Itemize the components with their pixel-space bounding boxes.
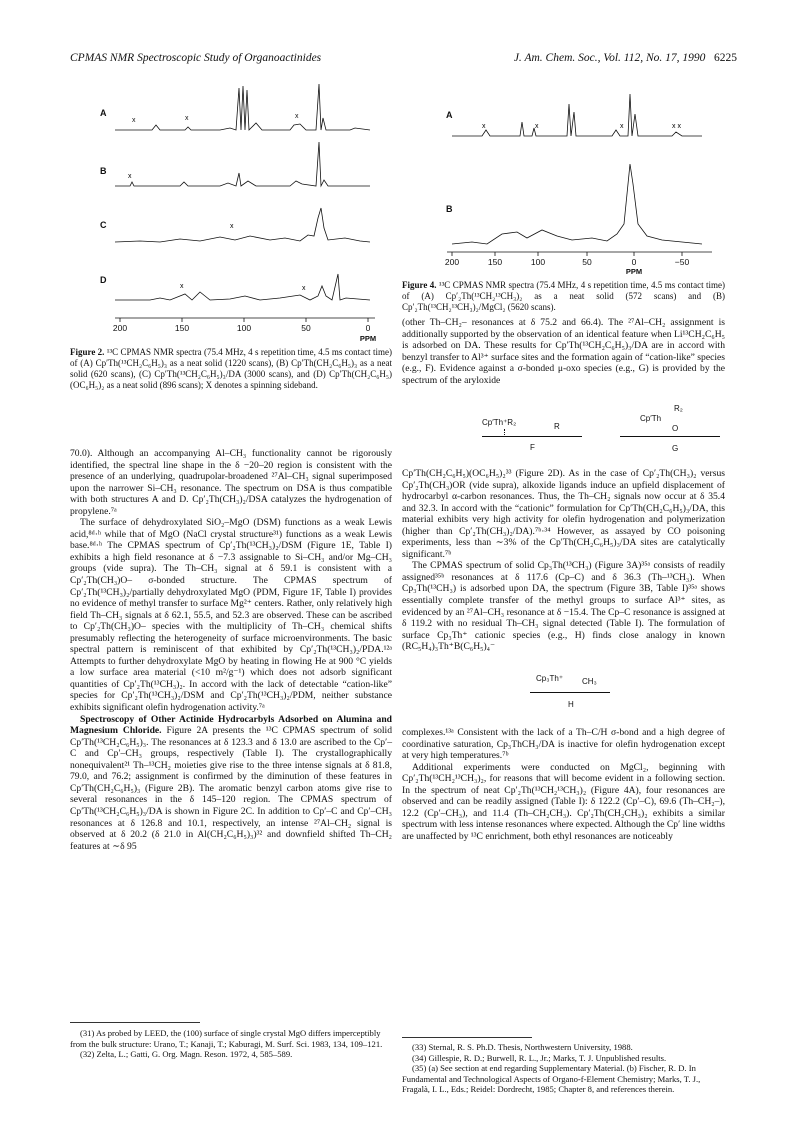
fig4-sideband-marker: x x <box>672 123 681 130</box>
section-heading: Spectroscopy of Other Actinide Hydrocarbyls Adsorbed on Alumina and Magnesium Chloride. <box>70 713 392 737</box>
left-column <box>70 448 392 852</box>
figure-2-caption <box>70 347 392 391</box>
fig4-sideband-marker: x <box>482 123 486 130</box>
footnote-rule-right <box>402 1037 532 1038</box>
fig2-sideband-marker: x <box>128 173 132 180</box>
right-column-bottom <box>402 727 725 842</box>
structure-g-label: G <box>672 444 679 453</box>
footnotes-left <box>70 1028 392 1060</box>
figure-4-caption-text: ¹³C CPMAS NMR spectra (75.4 MHz, 4 s repetition time, 4.5 ms contact time) of (A) Cp′₂Th(¹³CH₂¹³CH₃)₂ as a neat solid (572 scans) and (B) Cp′₂Th(¹³CH₂¹³CH₃)₂/MgCl₂ (5620 scans). <box>402 280 725 312</box>
figure-4-caption <box>402 280 725 313</box>
fig2-sideband-marker: x <box>185 115 189 122</box>
figure-2-caption-text: ¹³C CPMAS NMR spectra (75.4 MHz, 4 s repetition time, 4.5 ms contact time) of (A) Cp′Th(¹³CH₂C₆H₅)₃ as a neat solid (1220 scans), (B) Cp′Th(CH₂C₆H₅)₃ as a neat solid (620 scans), (C) Cp′Th(¹³CH₂C₆H₅)₃/DA (3000 scans), and (D) Cp′Th(CH₂C₆H₅)(OC₆H₅)₂ as a neat solid (896 scans); X denotes a spinning sideband. <box>70 347 392 390</box>
body-paragraph: The CPMAS spectrum of solid Cp₃Th(¹³CH₃) (Figure 3A)³⁵ᵃ consists of readily assigned³⁵ᵇ resonances at δ 117.6 (Cp–C) and δ 36.3 (Th–¹³CH₃). When Cp₃Th(¹³CH₃) is adsorbed upon DA, the spectrum (Figure 3B, Table I)³⁵ᵃ shows essentially complete transfer of the methyl groups to surface Al³⁺ sites, as evidenced by an ²⁷Al–CH₃ resonance at δ −15.4. The Cp–C resonance is assigned at δ 119.2 with no residual Th–CH₃ signal detected (Table I). The formulation of surface Cp₃Th⁺ cationic species (e.g., H) finds close analogy in known (RC₅H₄)₃Th⁺B(C₆H₅)₄⁻ <box>402 560 725 653</box>
structure-h-cation: Cp₃Th⁺ <box>536 674 564 683</box>
body-paragraph: 70.0). Although an accompanying Al–CH₃ functionality cannot be rigorously identified, the spectral line shape in the δ −20–20 region is consistent with the presence of an underlying, quadrupolar-broadened ²⁷Al–CH₃ signal superimposed upon the narrower Si–CH₃ resonance. The spectrum on DSA is thus compatible with both structures A and D. Cp′₂Th(CH₃)₂/DSA catalyzes the hydrogenation of propylene.⁷ᵃ <box>70 448 392 517</box>
footnote: (33) Sternal, R. S. Ph.D. Thesis, Northwestern University, 1988. <box>412 1042 633 1052</box>
fig4-sideband-marker: x <box>535 123 539 130</box>
fig2-label-a: A <box>100 108 107 118</box>
fig4-trace-b <box>452 164 702 244</box>
structure-f-r: R <box>554 422 560 431</box>
fig4-tick-label: 200 <box>444 257 460 267</box>
fig4-label-a: A <box>446 110 453 120</box>
right-column-mid <box>402 468 725 653</box>
fig4-tick-label: 100 <box>530 257 546 267</box>
fig2-label-d: D <box>100 275 107 285</box>
running-header-journal <box>514 52 737 64</box>
fig2-axis-unit: PPM <box>359 334 377 343</box>
footnote: (35) (a) See section at end regarding Supplementary Material. (b) Fischer, R. D. In Fundamental and Technological Aspects of Organo-f-Element Chemistry; Marks, T. J., Fragalà, I. L., Eds.; Reidel: Dordrecht, 1985; Chapter 8, and references therein. <box>402 1063 701 1094</box>
footnotes-right <box>402 1042 725 1095</box>
page-number: 6225 <box>714 52 737 64</box>
structure-g <box>610 404 720 462</box>
fig2-tick-label: 150 <box>174 323 190 333</box>
footnote-rule-left <box>70 1022 200 1023</box>
fig2-tick-label: 100 <box>236 323 252 333</box>
structure-g-th: Cp′Th <box>640 414 662 423</box>
fig2-axis-ticks <box>120 318 368 322</box>
fig4-tick-label: 150 <box>487 257 503 267</box>
fig2-label-c: C <box>100 220 107 230</box>
footnote: (31) As probed by LEED, the (100) surface of single crystal MgO differs imperceptibly from the bulk structure: Urano, T.; Kanaji, T.; Kaburagi, M. Surf. Sci. 1983, 134, 109–121. <box>70 1028 383 1049</box>
figure-2-caption-label: Figure 2. <box>70 347 105 357</box>
structure-f <box>482 414 592 462</box>
footnote: (34) Gillespie, R. D.; Burwell, R. L., Jr.; Marks, T. J. Unpublished results. <box>412 1052 667 1063</box>
fig2-tick-label: 50 <box>301 323 311 333</box>
fig4-tick-label: 50 <box>582 257 592 267</box>
structure-h-label: H <box>568 700 574 709</box>
fig2-label-b: B <box>100 166 107 176</box>
fig4-tick-label: 0 <box>631 257 637 267</box>
fig2-trace-d <box>115 274 370 300</box>
section-heading-tail: Figure 2A presents the ¹³C CPMAS spectrum of solid Cp′Th(¹³CH₂C₆H₅)₃. The resonances at δ 123.3 and δ 13.0 are ascribed to the Cp′–C and Cp′–CH₃ groups, respectively (Table I). The crystallographically nonequivalent²¹ Th–¹³CH₂ moieties give rise to the three intense signals at δ 81.8, 79.0, and 76.2; assignment is confirmed by the diminution of these features in Cp′Th(CH₂C₆H₅)₃ (Figure 2B). The aromatic benzyl carbon atoms give rise to several resonances in the δ 145–120 region. The CPMAS spectrum of Cp′Th(¹³CH₂C₆H₅)₃/DA is shown in Figure 2C. In addition to Cp′–C and Cp′–CH₃ resonances at δ 126.8 and 10.1, respectively, an intense ²⁷Al–CH₂ signal is observed at δ 20.2 (δ 21.0 in Al(CH₂C₆H₅)₃)³² and downfield shifted Th–CH₂ features at ∼δ 95 <box>70 725 392 852</box>
body-paragraph: (other Th–CH₂– resonances at δ 75.2 and 66.4). The ²⁷Al–CH₂ assignment is additionally supported by the observation of an identical feature when Li¹³CH₂C₆H₅ is adsorbed on DA. These results for Cp′Th(¹³CH₂C₆H₅)₃/DA are in accord with benzyl transfer to Al³⁺ surface sites and the formation again of “cation-like” species (e.g., F). Evidence against a σ-bonded μ-oxo species (e.g., G) is provided by the spectrum of the aryloxide <box>402 317 725 386</box>
fig4-label-b: B <box>446 204 453 214</box>
journal-name: J. Am. Chem. Soc., Vol. 112, No. 17, 1990 <box>513 52 706 64</box>
fig2-sideband-marker: x <box>132 117 136 124</box>
fig4-sideband-marker: x <box>620 123 624 130</box>
structure-f-cation: Cp′Th⁺R₂ <box>482 418 517 427</box>
fig2-trace-b <box>115 142 370 186</box>
footnote: (32) Zelta, L.; Gatti, G. Org. Magn. Reson. 1972, 4, 585–589. <box>80 1049 293 1059</box>
fig2-trace-a <box>115 84 370 130</box>
structure-h <box>530 674 620 718</box>
figure-4-spectra <box>402 84 725 274</box>
fig2-trace-c <box>115 208 370 242</box>
figure-4 <box>402 84 725 274</box>
fig2-sideband-marker: x <box>230 223 234 230</box>
section-paragraph <box>70 714 392 853</box>
figure-2 <box>70 78 392 343</box>
body-paragraph: The surface of dehydroxylated SiO₂–MgO (DSM) functions as a weak Lewis acid,⁸ᵈ·ʰ while that of MgO (NaCl crystal structure³¹) functions as a weak Lewis base.⁸ᵈ·ʰ The CPMAS spectrum of Cp′₂Th(¹³CH₃)₂/DSM (Figure 1E, Table I) exhibits a high field resonance at δ −7.3 assignable to Si–CH₃ and/or Mg–CH₃ groups (vide supra). The Th–CH₃ signal at δ 59.1 is consistent with a Cp′₂Th(CH₃)O– σ-bonded structure. The CPMAS spectrum of Cp′₂Th(¹³CH₃)₂/partially dehydroxylated MgO (PDM, Figure 1F, Table I) provides no evidence of methyl transfer to surface Mg²⁺ centers. Rather, only relatively high field Th–CH₃ signals at δ 62.1, 55.5, and 52.3 are observed. These can be ascribed to Cp′₂Th(CH₃)O– species with the multiplicity of Th–CH₃ chemical shifts presumably reflecting the heterogeneity of surface microenvironments. The basic spectral pattern is reminiscent of that exhibited by Cp′₂Th(¹³CH₃)₂/PDA.¹²ᵃ Attempts to further dehydroxylate MgO by heating in flowing He at 900 °C yields a low surface area material (<10 m²/g⁻¹) which does not adsorb significant quantities of Cp′₂Th(¹³CH₃)₂. In accord with the lack of detectable “cation-like” species for Cp′₂Th(¹³CH₃)₂/DSM and Cp′₂Th(¹³CH₃)₂/PDM, neither substance exhibits significant olefin hydrogenation activity.⁷ᵃ <box>70 517 392 714</box>
fig4-tick-label: −50 <box>674 257 690 267</box>
fig2-tick-label: 0 <box>365 323 371 333</box>
right-column-top <box>402 317 725 386</box>
structure-h-ch3: CH₃ <box>582 677 597 686</box>
fig4-trace-a <box>452 94 702 136</box>
body-paragraph: Cp′Th(CH₂C₆H₅)(OC₆H₅)₂³³ (Figure 2D). As in the case of Cp′₂Th(CH₃)₂ versus Cp′₂Th(CH₃)OR (vide supra), alkoxide ligands induce an upfield displacement of hydrocarbyl α-carbon resonances. Thus, the Th–CH₂ signals now occur at δ 35.4 and 32.3. In accord with the “cationic” formulation for Cp′Th(CH₂C₆H₅)₃/DA, this material exhibits very high activity for olefin hydrogenation and polymerization (higher than Cp′₂Th(CH₃)₂/DA).⁷ᵇ·³⁴ However, as assayed by CO poisoning experiments, less than ∼3% of the Cp′Th(CH₂C₆H₅)₃/DA sites are catalytically significant.⁷ᵇ <box>402 468 725 560</box>
figure-4-caption-label: Figure 4. <box>402 280 437 290</box>
structure-g-r2: R₂ <box>674 404 683 413</box>
fig2-sideband-marker: x <box>295 113 299 120</box>
structure-g-o: O <box>672 424 679 433</box>
structure-f-label: F <box>530 443 535 452</box>
fig4-axis-unit: PPM <box>625 267 643 274</box>
body-paragraph: Additional experiments were conducted on MgCl₂, beginning with Cp′₂Th(¹³CH₂¹³CH₃)₂, for reasons that will become evident in a following section. In the spectrum of neat Cp′₂Th(¹³CH₂¹³CH₃)₂ (Figure 4A), four resonances are observed and can be readily assigned (Table I): δ 122.2 (Cp′–C), 69.6 (Th–CH₂–), 12.2 (Cp′–CH₃), and 11.4 (Th–CH₂CH₃). Cp′₂Th(CH₂CH₃)₂ exhibits a similar spectrum with less intense resonances where expected. Although the Cp′ line widths are unaffected by ¹³C enrichment, both ethyl resonances are noticeably <box>402 761 725 842</box>
fig2-sideband-marker: x <box>180 283 184 290</box>
body-paragraph: complexes.¹³ᵃ Consistent with the lack of a Th–C/H σ-bond and a high degree of coordinative saturation, Cp₃ThCH₃/DA is inactive for olefin hydrogenation except at very high temperatures.⁷ᵇ <box>402 727 725 762</box>
fig2-tick-label: 200 <box>112 323 128 333</box>
figure-2-spectra <box>70 78 392 343</box>
fig2-sideband-marker: x <box>302 285 306 292</box>
fig4-axis-ticks <box>452 252 682 256</box>
running-header-title: CPMAS NMR Spectroscopic Study of Organoactinides <box>70 52 322 64</box>
